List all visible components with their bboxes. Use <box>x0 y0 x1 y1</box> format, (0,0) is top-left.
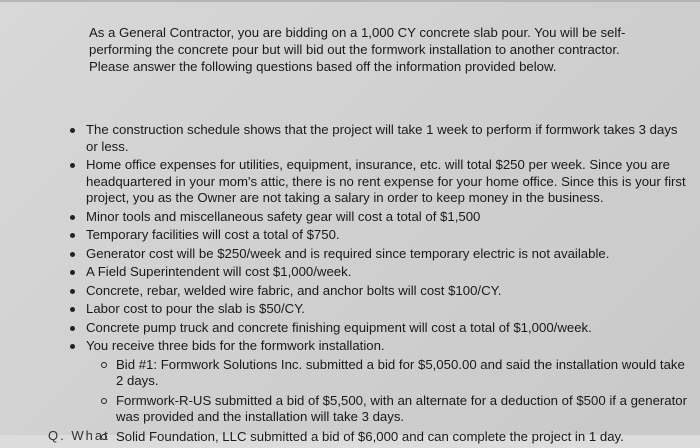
list-item <box>68 320 688 337</box>
list-item <box>68 264 688 281</box>
list-item <box>68 209 688 226</box>
bullet-dot-icon <box>70 233 75 238</box>
list-item <box>68 157 688 207</box>
bullet-dot-icon <box>70 344 75 349</box>
list-item <box>68 301 688 318</box>
list-item-text: Generator cost will be $250/week and is required since temporary electric is not available. <box>86 245 610 261</box>
bullet-dot-icon <box>70 163 75 168</box>
circle-bullet-icon <box>101 362 107 368</box>
info-list <box>68 122 688 448</box>
bullet-dot-icon <box>70 326 75 331</box>
bullet-dot-icon <box>70 289 75 294</box>
list-item-text: Concrete pump truck and concrete finishing equipment will cost a total of $1,000/week. <box>86 319 592 335</box>
list-item-text: You receive three bids for the formwork installation. <box>86 338 385 353</box>
list-item-text: Minor tools and miscellaneous safety gear will cost a total of $1,500 <box>86 208 481 224</box>
bullet-dot-icon <box>70 270 75 275</box>
bid-item-text: Solid Foundation, LLC submitted a bid of $6,000 and can complete the project in 1 day. <box>116 428 624 444</box>
list-item <box>68 122 688 155</box>
list-item <box>68 227 688 244</box>
list-item-text: Temporary facilities will cost a total of $750. <box>86 227 340 242</box>
bid-item-text: Bid #1: Formwork Solutions Inc. submitted a bid for $5,050.00 and said the installation would take 2 days. <box>116 356 685 388</box>
intro-paragraph: As a General Contractor, you are bidding on a 1,000 CY concrete slab pour. You will be self-performing the concrete pour but will bid out the formwork installation to another contractor. Please answer the following questions based off the information provided below. <box>89 25 626 74</box>
list-item <box>68 246 688 263</box>
bid-item <box>86 357 688 390</box>
bullet-dot-icon <box>70 307 75 312</box>
list-item-text: The construction schedule shows that the project will take 1 week to perform if formwork takes 3 days or less. <box>86 122 678 154</box>
bullet-dot-icon <box>70 252 75 257</box>
bid-item <box>86 429 688 446</box>
circle-bullet-icon <box>101 398 107 404</box>
cutoff-question-text: Q. What <box>48 428 110 443</box>
list-item <box>68 338 688 445</box>
bullet-dot-icon <box>70 215 75 220</box>
list-item-text: Labor cost to pour the slab is $50/CY. <box>86 301 305 316</box>
list-item-text: Concrete, rebar, welded wire fabric, and anchor bolts will cost $100/CY. <box>86 282 502 298</box>
bullet-dot-icon <box>70 128 75 133</box>
bid-item <box>86 393 688 426</box>
list-item-text: A Field Superintendent will cost $1,000/week. <box>86 264 352 279</box>
bids-sublist <box>86 357 688 446</box>
list-item <box>68 283 688 300</box>
top-divider <box>0 0 700 2</box>
bid-item-text: Formwork-R-US submitted a bid of $5,500, with an alternate for a deduction of $500 if a generator was provided and the installation will take 3 days. <box>116 392 688 424</box>
list-item-text: Home office expenses for utilities, equipment, insurance, etc. will total $250 per week. Since you are headquartered in your mom's attic, there is no rent expense for your home office. Since this is your first project, you as the Owner are not taking a salary in order to keep money in the business. <box>86 157 686 205</box>
